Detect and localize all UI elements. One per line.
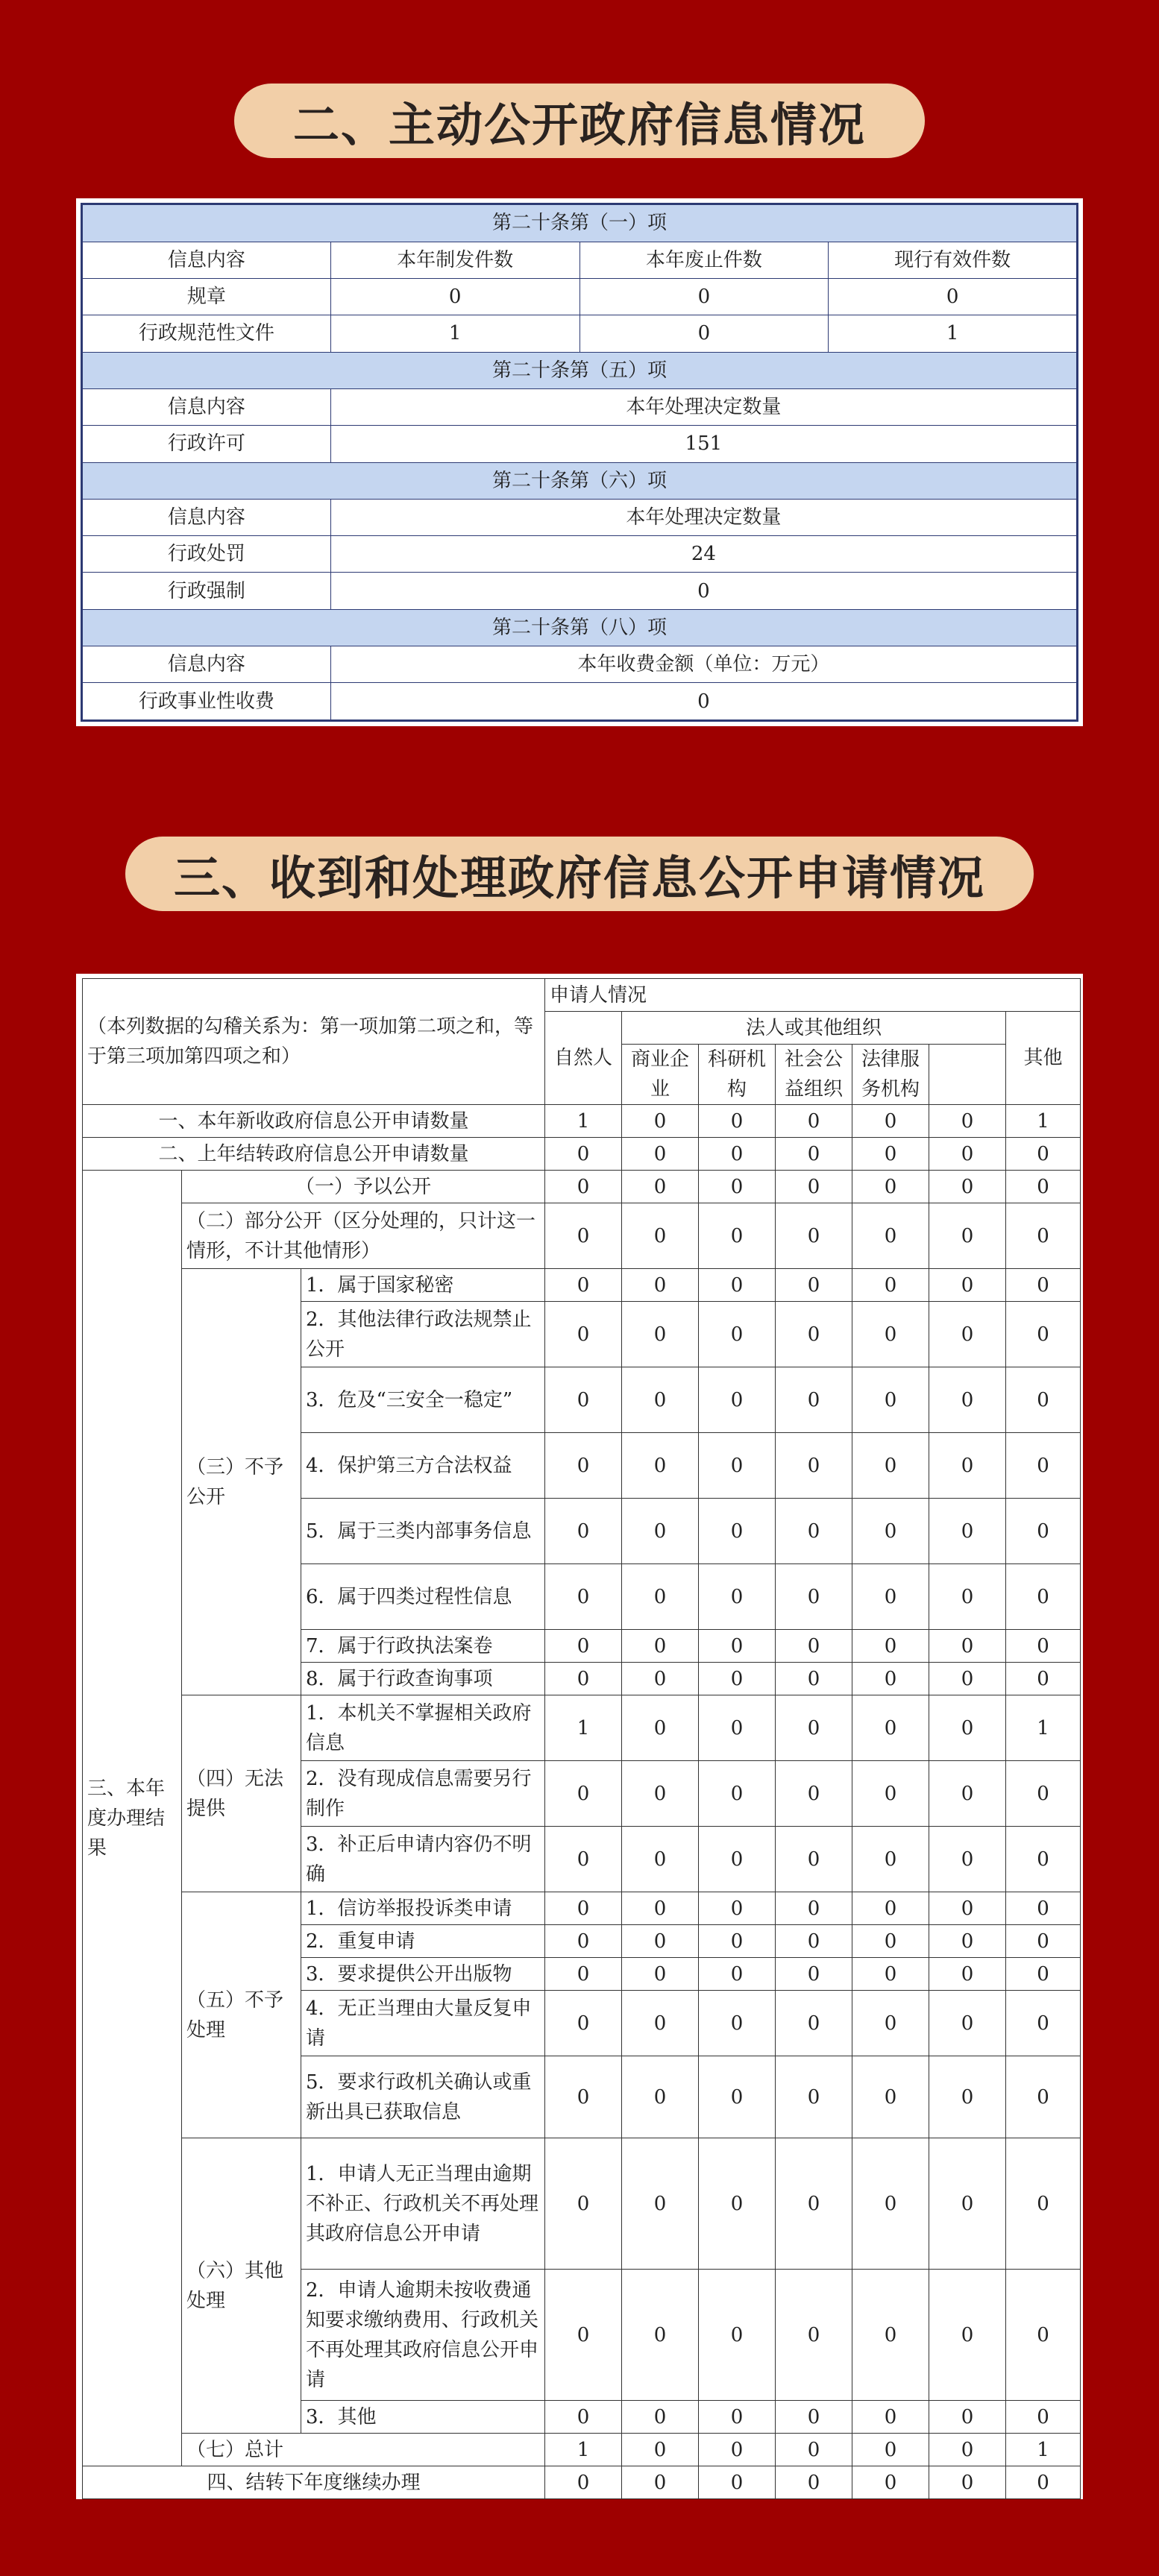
- cell: 0: [776, 1663, 852, 1695]
- cell: 0: [545, 1761, 622, 1827]
- cell: 0: [545, 1171, 622, 1203]
- cell: 0: [699, 1171, 776, 1203]
- cell: 0: [852, 1827, 929, 1892]
- s1-col-header: 信息内容: [82, 242, 331, 278]
- cell: 0: [852, 1302, 929, 1367]
- cell: 0: [929, 2434, 1006, 2466]
- cell: 0: [622, 2270, 699, 2401]
- cell: 0: [929, 1433, 1006, 1499]
- col-header: 社会公益组织: [776, 1045, 852, 1105]
- cell: 0: [776, 1695, 852, 1761]
- row-label: 3．其他: [301, 2401, 545, 2434]
- cell: 0: [776, 1630, 852, 1663]
- cell: 0: [622, 2434, 699, 2466]
- col-header: 法律服务机构: [852, 1045, 929, 1105]
- table-row: [83, 2466, 1081, 2499]
- table-row: [83, 1138, 1081, 1171]
- cell: 0: [829, 278, 1078, 315]
- cell: 24: [330, 536, 1077, 573]
- cell: 0: [852, 1138, 929, 1171]
- row-label: 规章: [82, 278, 331, 315]
- row-label: 二、上年结转政府信息公开申请数量: [83, 1138, 545, 1171]
- cell: 0: [929, 1302, 1006, 1367]
- cell: 0: [776, 1991, 852, 2056]
- cell: 0: [699, 1105, 776, 1138]
- cell: 0: [699, 1138, 776, 1171]
- cell: 0: [852, 1925, 929, 1958]
- cell: 0: [852, 2056, 929, 2138]
- row-label: （二）部分公开（区分处理的，只计这一情形，不计其他情形）: [182, 1203, 545, 1269]
- cell: 0: [699, 1663, 776, 1695]
- cell: 0: [1006, 1630, 1081, 1663]
- cell: 0: [929, 2056, 1006, 2138]
- cell: 0: [1006, 2466, 1081, 2499]
- cell: 0: [1006, 1171, 1081, 1203]
- cell: 0: [545, 1630, 622, 1663]
- cell: 0: [545, 1367, 622, 1433]
- table-row: [83, 1105, 1081, 1138]
- cell: 0: [776, 1138, 852, 1171]
- cell: 0: [929, 1695, 1006, 1761]
- s1-col-header: 现行有效件数: [829, 242, 1078, 278]
- s1-col-header: 本年制发件数: [330, 242, 580, 278]
- row-label: 四、结转下年度继续办理: [83, 2466, 545, 2499]
- cell: 1: [1006, 1105, 1081, 1138]
- cell: 0: [622, 2401, 699, 2434]
- cell: 0: [545, 1892, 622, 1925]
- cell: 0: [929, 1958, 1006, 1991]
- s5-col-header: 信息内容: [82, 388, 331, 425]
- col-header: 商业企业: [622, 1045, 699, 1105]
- row-label: 一、本年新收政府信息公开申请数量: [83, 1105, 545, 1138]
- cell: 0: [580, 315, 829, 352]
- row-label: 行政许可: [82, 426, 331, 462]
- cell: 0: [929, 1892, 1006, 1925]
- cell: 0: [1006, 1892, 1081, 1925]
- s6-col-header: 本年处理决定数量: [330, 499, 1077, 535]
- cell: 0: [699, 1367, 776, 1433]
- cell: 0: [929, 1827, 1006, 1892]
- cell: 0: [1006, 1663, 1081, 1695]
- active-disclosure-table: [81, 203, 1078, 722]
- row-label: 3．要求提供公开出版物: [301, 1958, 545, 1991]
- cell: 0: [852, 2466, 929, 2499]
- cell: 0: [776, 1367, 852, 1433]
- section3-title: 三、收到和处理政府信息公开申请情况: [125, 837, 1034, 911]
- cell: 0: [699, 1827, 776, 1892]
- cell: 0: [545, 1203, 622, 1269]
- application-card: [76, 974, 1083, 2499]
- cell: 0: [852, 1695, 929, 1761]
- row-label: 6．属于四类过程性信息: [301, 1564, 545, 1630]
- cell: 0: [699, 2466, 776, 2499]
- cell: 0: [776, 1761, 852, 1827]
- cell: 0: [929, 1663, 1006, 1695]
- cell: 1: [545, 1695, 622, 1761]
- cell: 1: [545, 1105, 622, 1138]
- cell: 0: [545, 1991, 622, 2056]
- s8-col-header: 本年收费金额（单位：万元）: [330, 646, 1077, 683]
- row-label: 1．申请人无正当理由逾期不补正、行政机关不再处理其政府信息公开申请: [301, 2138, 545, 2270]
- table-row: [83, 979, 1081, 1012]
- cell: 0: [699, 1269, 776, 1302]
- active-disclosure-card: [76, 198, 1083, 726]
- cell: 151: [330, 426, 1077, 462]
- table-row: [83, 1695, 1081, 1761]
- cell: 0: [929, 1991, 1006, 2056]
- cell: 0: [622, 1367, 699, 1433]
- cell: 0: [852, 2138, 929, 2270]
- cell: 0: [852, 1892, 929, 1925]
- cell: 0: [545, 1433, 622, 1499]
- group-label: （四）无法提供: [182, 1695, 301, 1892]
- table-row: [82, 573, 1078, 609]
- cell: 0: [622, 1302, 699, 1367]
- cell: 0: [622, 2466, 699, 2499]
- table-row: [83, 1269, 1081, 1302]
- cell: 0: [776, 1171, 852, 1203]
- cell: 0: [929, 1203, 1006, 1269]
- table-row: [83, 1171, 1081, 1203]
- header-note: （本列数据的勾稽关系为：第一项加第二项之和，等于第三项加第四项之和）: [83, 979, 545, 1105]
- cell: 0: [929, 1105, 1006, 1138]
- table-row: [83, 2434, 1081, 2466]
- cell: 0: [622, 1269, 699, 1302]
- cell: 0: [929, 1367, 1006, 1433]
- cell: 0: [929, 1564, 1006, 1630]
- cell: 0: [776, 1269, 852, 1302]
- cell: 0: [545, 1958, 622, 1991]
- cell: 0: [699, 1991, 776, 2056]
- cell: 0: [699, 1499, 776, 1564]
- cell: 0: [1006, 1138, 1081, 1171]
- cell: 0: [580, 278, 829, 315]
- cell: 0: [776, 2434, 852, 2466]
- cell: 0: [699, 2434, 776, 2466]
- cell: 0: [852, 1630, 929, 1663]
- cell: 0: [852, 1663, 929, 1695]
- cell: 0: [852, 1761, 929, 1827]
- cell: 0: [852, 2270, 929, 2401]
- row-label: 5．属于三类内部事务信息: [301, 1499, 545, 1564]
- cell: 0: [1006, 2056, 1081, 2138]
- cell: 0: [776, 2466, 852, 2499]
- cell: 0: [545, 2270, 622, 2401]
- row-label: （一）予以公开: [182, 1171, 545, 1203]
- cell: 0: [545, 1138, 622, 1171]
- cell: 0: [622, 1203, 699, 1269]
- s5-heading: 第二十条第（五）项: [82, 352, 1078, 388]
- cell: 0: [852, 2434, 929, 2466]
- cell: 0: [622, 1630, 699, 1663]
- cell: 0: [1006, 1761, 1081, 1827]
- cell: 0: [699, 1302, 776, 1367]
- cell: 0: [1006, 1925, 1081, 1958]
- cell: 0: [852, 1564, 929, 1630]
- cell: 0: [776, 1433, 852, 1499]
- cell: 0: [622, 1892, 699, 1925]
- section2-title: 二、主动公开政府信息情况: [234, 84, 925, 158]
- cell: 0: [776, 2056, 852, 2138]
- cell: 0: [776, 1564, 852, 1630]
- applicant-heading: 申请人情况: [545, 979, 1081, 1012]
- cell: 0: [699, 1695, 776, 1761]
- table-row: [82, 315, 1078, 352]
- cell: 0: [699, 1892, 776, 1925]
- col-header: 其他: [1006, 1012, 1081, 1105]
- cell: 0: [929, 2138, 1006, 2270]
- cell: 1: [545, 2434, 622, 2466]
- cell: 0: [622, 1105, 699, 1138]
- row-label: 7．属于行政执法案卷: [301, 1630, 545, 1663]
- cell: 0: [929, 2466, 1006, 2499]
- cell: 0: [852, 1433, 929, 1499]
- table-row: [82, 683, 1078, 721]
- row-label: 2．其他法律行政法规禁止公开: [301, 1302, 545, 1367]
- cell: 0: [622, 1564, 699, 1630]
- cell: 0: [776, 1105, 852, 1138]
- col-header: 科研机构: [699, 1045, 776, 1105]
- s6-col-header: 信息内容: [82, 499, 331, 535]
- cell: 0: [699, 1761, 776, 1827]
- row-label: 2．没有现成信息需要另行制作: [301, 1761, 545, 1827]
- cell: 0: [1006, 2138, 1081, 2270]
- group-label: （三）不予公开: [182, 1269, 301, 1695]
- group-label: （六）其他处理: [182, 2138, 301, 2434]
- cell: 0: [776, 1499, 852, 1564]
- cell: 0: [776, 2401, 852, 2434]
- cell: 0: [699, 1630, 776, 1663]
- cell: 0: [929, 1925, 1006, 1958]
- cell: 1: [829, 315, 1078, 352]
- row-label: 4．无正当理由大量反复申请: [301, 1991, 545, 2056]
- row-label: 3．补正后申请内容仍不明确: [301, 1827, 545, 1892]
- s1-heading: 第二十条第（一）项: [82, 204, 1078, 242]
- cell: 0: [545, 2056, 622, 2138]
- cell: 0: [622, 1695, 699, 1761]
- cell: 0: [545, 2138, 622, 2270]
- cell: 0: [699, 1925, 776, 1958]
- cell: 0: [852, 1105, 929, 1138]
- cell: 0: [929, 1630, 1006, 1663]
- cell: 0: [699, 2401, 776, 2434]
- row-label: 3．危及“三安全一稳定”: [301, 1367, 545, 1433]
- cell: 0: [1006, 1827, 1081, 1892]
- s5-col-header: 本年处理决定数量: [330, 388, 1077, 425]
- cell: 0: [622, 1761, 699, 1827]
- table-row: [83, 1203, 1081, 1269]
- cell: 0: [1006, 1203, 1081, 1269]
- cell: 0: [545, 2401, 622, 2434]
- cell: 0: [929, 1761, 1006, 1827]
- cell: 0: [1006, 1302, 1081, 1367]
- cell: 0: [776, 1892, 852, 1925]
- cell: 0: [929, 1499, 1006, 1564]
- cell: 0: [622, 2056, 699, 2138]
- cell: 0: [1006, 1367, 1081, 1433]
- cell: 0: [622, 2138, 699, 2270]
- table-row: [83, 2138, 1081, 2270]
- cell: 0: [545, 1499, 622, 1564]
- cell: 0: [776, 1203, 852, 1269]
- cell: 0: [699, 1433, 776, 1499]
- cell: 0: [622, 1433, 699, 1499]
- cell: 0: [545, 2466, 622, 2499]
- table-row: [82, 278, 1078, 315]
- cell: 0: [699, 2138, 776, 2270]
- cell: 0: [622, 1991, 699, 2056]
- cell: 0: [622, 1499, 699, 1564]
- cell: 1: [1006, 1695, 1081, 1761]
- cell: 0: [1006, 1433, 1081, 1499]
- cell: 0: [545, 1663, 622, 1695]
- s1-col-header: 本年废止件数: [580, 242, 829, 278]
- cell: 0: [852, 1269, 929, 1302]
- s8-heading: 第二十条第（八）项: [82, 609, 1078, 646]
- cell: 0: [929, 1269, 1006, 1302]
- row-label: 1．属于国家秘密: [301, 1269, 545, 1302]
- row-label: 2．重复申请: [301, 1925, 545, 1958]
- cell: 0: [545, 1827, 622, 1892]
- section3-label: 三、本年度办理结果: [83, 1171, 182, 2466]
- cell: 0: [699, 1203, 776, 1269]
- row-label: 行政规范性文件: [82, 315, 331, 352]
- cell: 0: [1006, 1269, 1081, 1302]
- row-label: 2．申请人逾期未按收费通知要求缴纳费用、行政机关不再处理其政府信息公开申请: [301, 2270, 545, 2401]
- cell: 0: [1006, 1499, 1081, 1564]
- legal-heading: 法人或其他组织: [622, 1012, 1006, 1045]
- cell: 0: [1006, 1991, 1081, 2056]
- cell: 0: [852, 1958, 929, 1991]
- application-table: [82, 978, 1081, 2499]
- row-label: 行政处罚: [82, 536, 331, 573]
- row-label: 8．属于行政查询事项: [301, 1663, 545, 1695]
- cell: 0: [622, 1925, 699, 1958]
- cell: 0: [330, 683, 1077, 721]
- col-header: 自然人: [545, 1012, 622, 1105]
- cell: 0: [622, 1171, 699, 1203]
- cell: 1: [1006, 2434, 1081, 2466]
- cell: 0: [1006, 1958, 1081, 1991]
- table-row: [82, 536, 1078, 573]
- cell: 0: [330, 573, 1077, 609]
- cell: 0: [852, 2401, 929, 2434]
- cell: 0: [776, 2270, 852, 2401]
- row-label: 4．保护第三方合法权益: [301, 1433, 545, 1499]
- group-label: （五）不予处理: [182, 1892, 301, 2138]
- cell: 0: [1006, 1564, 1081, 1630]
- cell: 0: [330, 278, 580, 315]
- cell: 0: [622, 1138, 699, 1171]
- cell: 0: [545, 1925, 622, 1958]
- cell: 0: [929, 1171, 1006, 1203]
- s8-col-header: 信息内容: [82, 646, 331, 683]
- cell: 0: [1006, 2401, 1081, 2434]
- cell: 0: [776, 1827, 852, 1892]
- cell: 0: [929, 1138, 1006, 1171]
- cell: 0: [852, 1367, 929, 1433]
- row-label: 5．要求行政机关确认或重新出具已获取信息: [301, 2056, 545, 2138]
- table-row: [83, 1892, 1081, 1925]
- cell: 0: [545, 1564, 622, 1630]
- row-label: （七）总计: [182, 2434, 545, 2466]
- row-label: 1．信访举报投诉类申请: [301, 1892, 545, 1925]
- cell: 0: [1006, 2270, 1081, 2401]
- cell: 0: [622, 1663, 699, 1695]
- cell: 0: [776, 1925, 852, 1958]
- cell: 0: [852, 1499, 929, 1564]
- cell: 0: [545, 1302, 622, 1367]
- cell: 0: [699, 1958, 776, 1991]
- s6-heading: 第二十条第（六）项: [82, 462, 1078, 499]
- cell: 0: [545, 1269, 622, 1302]
- cell: 0: [776, 1958, 852, 1991]
- cell: 0: [929, 2401, 1006, 2434]
- cell: 1: [330, 315, 580, 352]
- row-label: 行政强制: [82, 573, 331, 609]
- cell: 0: [929, 2270, 1006, 2401]
- row-label: 行政事业性收费: [82, 683, 331, 721]
- cell: 0: [852, 1171, 929, 1203]
- cell: 0: [699, 2270, 776, 2401]
- cell: 0: [622, 1827, 699, 1892]
- cell: 0: [622, 1958, 699, 1991]
- cell: 0: [852, 1203, 929, 1269]
- cell: 0: [776, 1302, 852, 1367]
- cell: 0: [699, 1564, 776, 1630]
- cell: 0: [852, 1991, 929, 2056]
- table-row: [82, 426, 1078, 462]
- row-label: 1．本机关不掌握相关政府信息: [301, 1695, 545, 1761]
- cell: 0: [776, 2138, 852, 2270]
- cell: 0: [699, 2056, 776, 2138]
